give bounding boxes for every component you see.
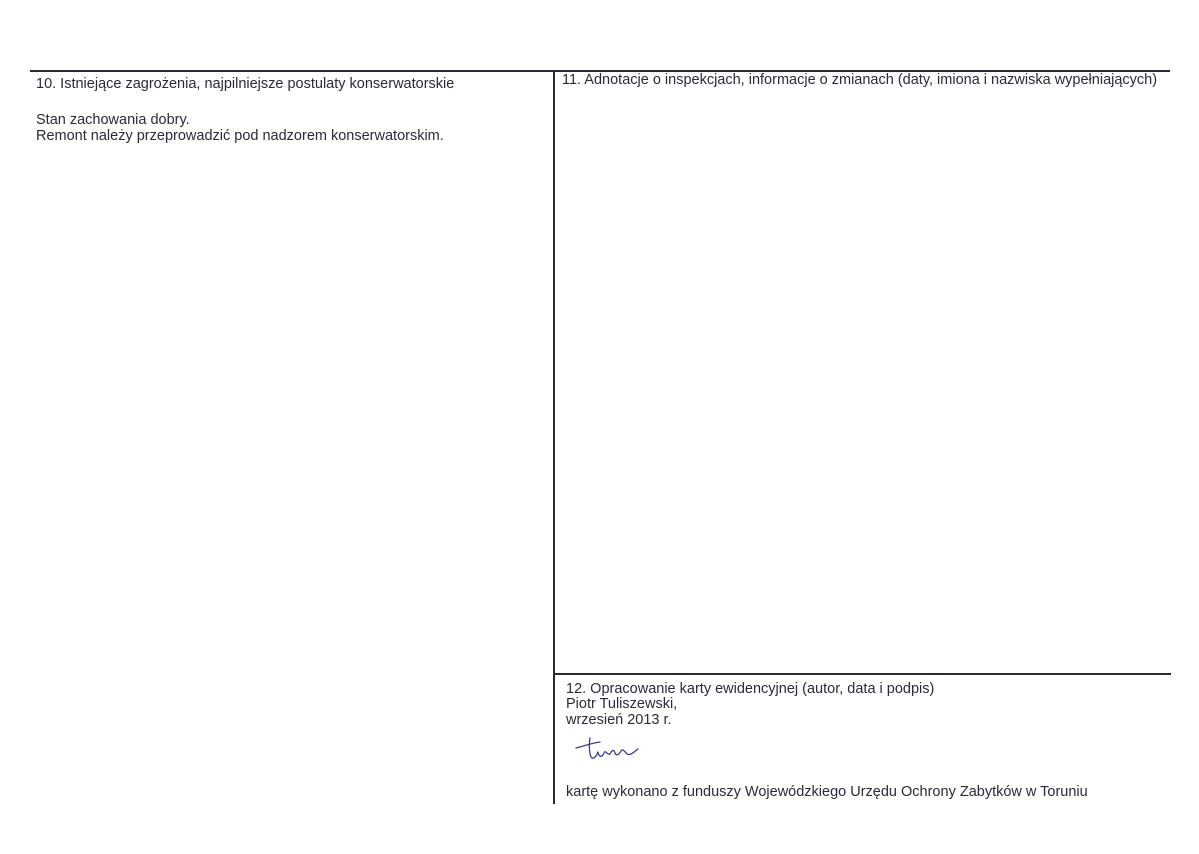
section-12-top-rule (555, 673, 1171, 675)
section-10-body (36, 112, 444, 144)
section-11-title: 11. Adnotacje o inspekcjach, informacje o zmianach (daty, imiona i nazwiska wypełniających) (562, 72, 1158, 88)
section-12-title: 12. Opracowanie karty ewidencyjnej (autor, data i podpis) (566, 681, 935, 697)
handwritten-signature (574, 730, 654, 764)
funding-note: kartę wykonano z funduszy Wojewódzkiego Urzędu Ochrony Zabytków w Toruniu (566, 784, 1088, 800)
section-10-title: 10. Istniejące zagrożenia, najpilniejsze postulaty konserwatorskie (36, 76, 455, 92)
section-10-line: Stan zachowania dobry. (36, 112, 190, 128)
vertical-column-divider (553, 72, 555, 804)
author-date: wrzesień 2013 r. (566, 712, 672, 728)
author-name: Piotr Tuliszewski, (566, 696, 678, 712)
section-10-line: Remont należy przeprowadzić pod nadzorem konserwatorskim. (36, 128, 444, 144)
section-12-body (566, 696, 677, 728)
